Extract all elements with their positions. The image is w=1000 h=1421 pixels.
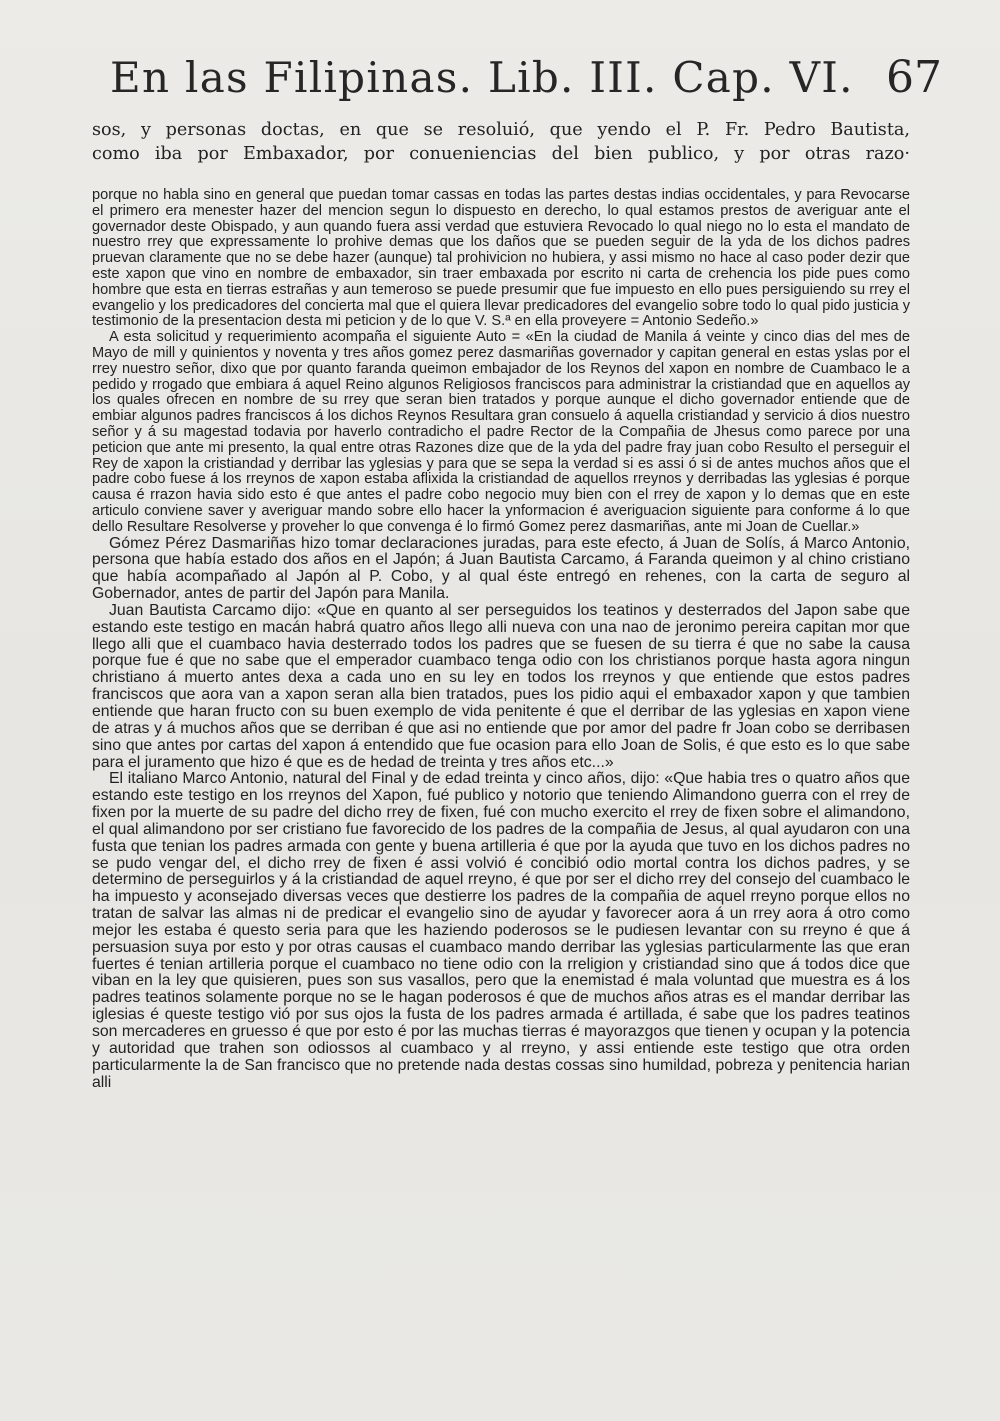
paragraph-marco-antonio-testimony: El italiano Marco Antonio, natural del Final y de edad treinta y cinco años, dijo: «Que habia tres o quatro años que estando este testigo en los rreynos del Xapon, fué publico y notorio que teniendo Alimandono guerra con el rrey de fixen por la muerte de su padre del dicho rrey de fixen, fué con mucho exercito el rrey de fixen sobre el alimandono, el qual alimandono por ser cristiano fue favorecido de los padres de la compañia de Jesus, al qual ayudaron con una fusta que tenian los padres armada con gente y buena artilleria é que por la ayuda que tuvo en los dichos padres no se pudo vengar del, el dicho rrey de fixen é assi volvió é concibió odio mortal contra los dichos padres, y se determino de perseguirlos y á la cristiandad de aquel rreyno, é que por ser el dicho rrey del consejo del cuambaco le ha impuesto y aconsejado diversas veces que destierre los padres de la compañia de aquel rreyno porque ellos no tratan de salvar las almas ni de predicar el evangelio sino de ayudar y favorecer aora á un rrey aora á otro como mejor les estaba é questo seria para que les haziendo poderosos se le pudiesen levantar con su rreyno é que á persuasion suya por esto y por otras causas el cuambaco mando derribar las yglesias particularmente las que eran fuertes é tenian artilleria porque el cuambaco no tiene odio con la rreligion y cristiandad sino que á todos dice que viban en la ley que quisieren, pues son sus vasallos, pero que la enemistad é mala voluntad que muestra es á los padres teatinos solamente porque no se le hagan poderosos é que de muchos años atras es el mandar derribar las iglesias é queste testigo vió por sus ojos la fusta de los padres armada é artillada, é sabe que los padres teatinos son mercaderes en gruesso é que por esto é por las muchas tierras é mayorazgos que tienen y ocupan y la potencia y autoridad que trahen son odiossos al cuambaco y al rreyno, y assi entiende este testigo que otra orden particularmente la de San francisco que no pretende nada destas cossas sino humildad, pobreza y penitencia harian alli [92, 770, 910, 1091]
paragraph-declarations: Gómez Pérez Dasmariñas hizo tomar declaraciones juradas, para este efecto, á Juan de Solís, á Marco Antonio, persona que había estado dos años en el Japón; á Juan Bautista Carcamo, á Faranda queimon y al chino cristiano que había acompañado al Japón al P. Cobo, y al qual éste entregó en rehenes, con la carta de seguro al Gobernador, antes de partir del Japón para Manila. [92, 534, 910, 603]
paragraph-carcamo-testimony: Juan Bautista Carcamo dijo: «Que en quanto al ser perseguidos los teatinos y desterrados del Japon sabe que estando este testigo en macán habrá quatro años llego alli nueva con una nao de jeronimo pereira capitan mor que llego alli que el cuambaco havia desterrado todos los padres que se fuesen de su tierra é que no sabe la causa porque fue é que no sabe que el emperador cuambaco tenga odio con los christianos porque hasta agora ningun christiano á muerto antes dexa a cada uno en su ley en todos los rreynos y que entiende que estos padres franciscos que aora van a xapon seran alla bien tratados, pues los pidio aqui el embaxador xapon y que tambien entiende que haran fructo con su buen exemplo de vida penitente é que el derribar de las yglesias en xapon viene de atras y á muchos años que se derriban é que asi no entiende que por amor del padre fr Joan cobo se derribasen sino que antes por cartas del xapon á entendido que fue ocasion para ello Joan de Solis, é que esto es lo que sabe para el juramento que hizo é que es de hedad de treinta y tres años etc...» [92, 601, 910, 771]
running-head: En las Filipinas. Lib. III. Cap. VI. [110, 53, 854, 102]
page-header [110, 52, 942, 112]
paragraph-auto: A esta solicitud y requerimiento acompaña el siguiente Auto = «En la ciudad de Manila á veinte y cinco dias del mes de Mayo de mill y quinientos y noventa y tres años gomez perez dasmariñas governador y capitan general en estas yslas por el rrey nuestro señor, dixo que por quanto faranda queimon embajador de los Reynos del xapon en nombre de Cuambaco le a pedido y rrogado que embiara á aquel Reino algunos Religiosos franciscos para administrar la cristiandad que en aquellos ay los quales ofrecen en nombre de su rrey que seran bien tratados y porque aunque el dicho governador entiende que de embiar algunos padres franciscos á los dichos Reynos Resultara gran consuelo á aquella cristiandad y servicio á dios nuestro señor y á su magestad todavia por haverlo contradicho el padre Rector de la Compañia de Jhesus como parece por una peticion que ante mi presento, la qual entre otras Razones dize que de la yda del padre fray juan cobo Resulto el perseguir el Rey de xapon la cristiandad y derribar las yglesias y para que se sepa la verdad si es assi ó si de antes muchos años que el padre cobo fuese á los rreynos de xapon estaba aflixida la cristiandad de aquellos rreynos y derribadas las yglesias é porque causa é rrazon havia sido esto é que antes el padre cobo negocio muy bien con el rrey de xapon y lo demas que en este articulo conviene saver y averiguar mando sobre ello hacer la ynformacion é averiguacion siguiente para conforme á lo que dello Resultare Resolverse y proveher lo que convenga é lo firmó Gomez perez dasmariñas, ante mi Joan de Cuellar.» [92, 329, 910, 535]
page-number: 67 [886, 52, 942, 103]
body-text [92, 188, 910, 1091]
intro-line: sos, y personas doctas, en que se resoluió, que yendo el P. Fr. Pedro Bautista, [92, 120, 910, 140]
intro-line: como iba por Embaxador, por conueniencias del bien publico, y por otras razo· [92, 144, 910, 164]
paragraph-petition: porque no habla sino en general que puedan tomar cassas en todas las partes destas indias occidentales, y para Revocarse el primero era menester hazer del mencion segun lo dispuesto en derecho, lo qual estamos prestos de averiguar ante el governador deste Obispado, y aun quando fuera assi verdad que estuviera Revocado lo qual niego no lo esta el mandato de nuestro rrey que expressamente lo prohive demas que los daños que se pueden seguir de la yda de los dichos padres pruevan claramente que no se debe hazer (aunque) tal prohivicion no hubiera, y assi mismo no hace al caso poder dezir que este xapon que vino en nombre de embaxador, sin traer embaxada por escrito ni carta de crehencia los pide pues como hombre que esta en tierras estrañas y aun temeroso se puede presumir que fue impuesto en ello pues persiguiendo su rrey el evangelio y los predicadores del concierta mal que el quiera llevar predicadores del evangelio sobre todo lo qual pido justicia y testimonio de la presentacion desta mi peticion y de lo que V. S.ª en ella proveyere = Antonio Sedeño.» [92, 187, 910, 330]
intro-text [92, 118, 910, 166]
